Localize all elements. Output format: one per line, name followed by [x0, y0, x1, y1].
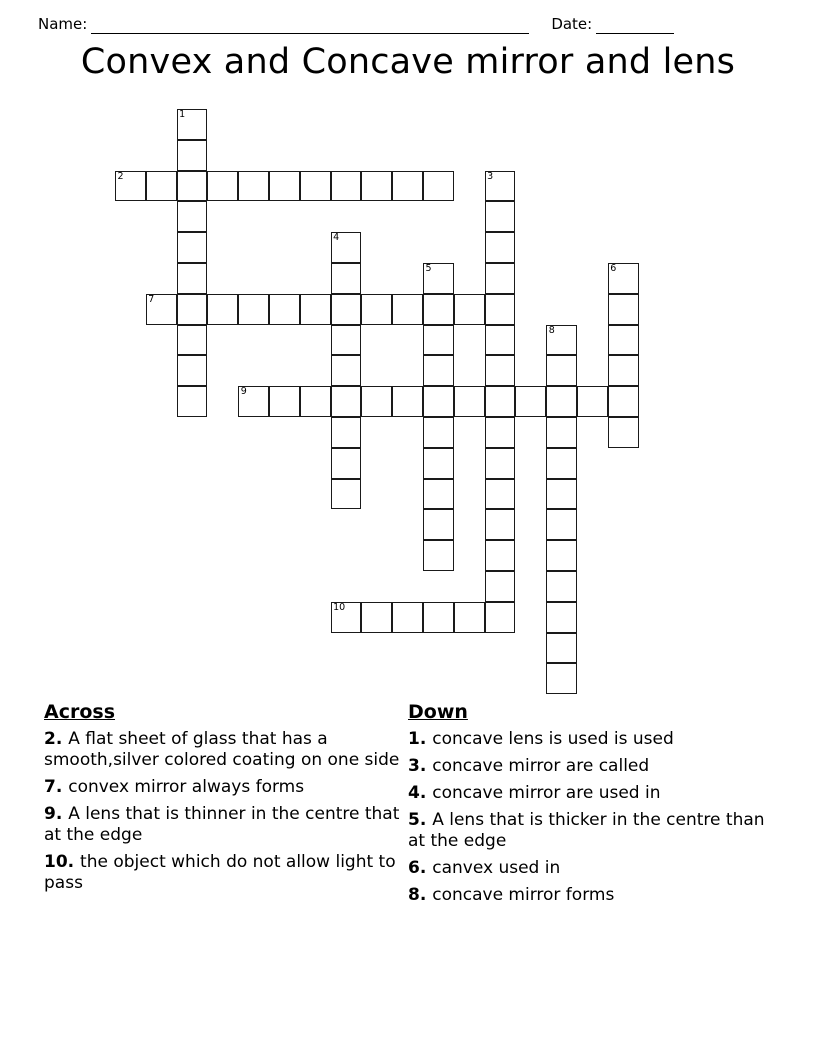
clue-text: concave mirror are used in — [432, 783, 661, 803]
clue-text: the object which do not allow light to pass — [44, 852, 396, 893]
cell-number: 7 — [148, 293, 155, 305]
clue-number: 9. — [44, 804, 69, 824]
crossword-cell[interactable] — [177, 171, 208, 202]
crossword-cell[interactable] — [177, 263, 208, 294]
clue-item — [44, 852, 408, 894]
crossword-cell[interactable] — [177, 355, 208, 386]
crossword-cell[interactable] — [546, 602, 577, 633]
crossword-cell[interactable] — [423, 263, 454, 294]
crossword-cell[interactable] — [546, 479, 577, 510]
crossword-cell[interactable] — [608, 263, 639, 294]
crossword-cell[interactable] — [485, 201, 516, 232]
crossword-cell[interactable] — [238, 294, 269, 325]
crossword-cell[interactable] — [423, 448, 454, 479]
cell-number: 4 — [333, 232, 340, 244]
down-clue-column — [408, 700, 772, 912]
cell-number: 6 — [610, 263, 617, 274]
crossword-cell[interactable] — [146, 294, 177, 325]
clue-number: 4. — [408, 783, 433, 803]
crossword-cell[interactable] — [423, 509, 454, 540]
crossword-cell[interactable] — [485, 232, 516, 263]
crossword-cell[interactable] — [423, 479, 454, 510]
clue-item — [408, 756, 772, 777]
crossword-cell[interactable] — [485, 325, 516, 356]
crossword-cell[interactable] — [331, 294, 362, 325]
crossword-cell[interactable] — [238, 386, 269, 417]
crossword-cell[interactable] — [331, 386, 362, 417]
clue-item — [408, 885, 772, 906]
crossword-cell[interactable] — [115, 171, 146, 202]
name-label: Name: — [38, 15, 88, 33]
clue-text: concave mirror are called — [432, 756, 650, 776]
crossword-cell[interactable] — [485, 571, 516, 602]
crossword-cell[interactable] — [423, 602, 454, 633]
crossword-cell[interactable] — [331, 325, 362, 356]
crossword-cell[interactable] — [485, 417, 516, 448]
crossword-cell[interactable] — [423, 325, 454, 356]
across-heading: Across — [44, 701, 116, 723]
crossword-cell[interactable] — [392, 171, 423, 202]
crossword-cell[interactable] — [269, 294, 300, 325]
crossword-cell[interactable] — [485, 509, 516, 540]
crossword-cell[interactable] — [361, 602, 392, 633]
crossword-cell[interactable] — [177, 232, 208, 263]
crossword-cell[interactable] — [392, 386, 423, 417]
crossword-cell[interactable] — [546, 571, 577, 602]
crossword-cell[interactable] — [423, 355, 454, 386]
crossword-cell[interactable] — [454, 602, 485, 633]
crossword-cell[interactable] — [331, 479, 362, 510]
crossword-cell[interactable] — [177, 140, 208, 171]
crossword-cell[interactable] — [238, 171, 269, 202]
crossword-cell[interactable] — [485, 294, 516, 325]
crossword-cell[interactable] — [331, 232, 362, 263]
clue-text: concave mirror forms — [432, 885, 615, 905]
clue-item — [408, 729, 772, 750]
crossword-cell[interactable] — [207, 294, 238, 325]
cell-number: 10 — [333, 601, 346, 613]
crossword-cell[interactable] — [331, 602, 362, 633]
cell-number: 2 — [117, 170, 124, 182]
clue-number: 10. — [44, 852, 81, 872]
crossword-cell[interactable] — [177, 386, 208, 417]
crossword-cell[interactable] — [300, 294, 331, 325]
crossword-cell[interactable] — [546, 540, 577, 571]
crossword-cell[interactable] — [331, 355, 362, 386]
clue-item — [44, 777, 408, 798]
crossword-cell[interactable] — [485, 602, 516, 633]
crossword-cell[interactable] — [546, 663, 577, 694]
date-label: Date: — [551, 15, 593, 33]
clue-item — [44, 804, 408, 846]
crossword-cell[interactable] — [177, 294, 208, 325]
page-title: Convex and Concave mirror and lens — [80, 42, 736, 82]
clue-item — [44, 729, 408, 771]
clue-number: 7. — [44, 777, 69, 797]
crossword-cell[interactable] — [608, 417, 639, 448]
clues-section — [0, 700, 816, 912]
crossword-cell[interactable] — [269, 171, 300, 202]
cell-number: 3 — [487, 170, 494, 182]
crossword-cell[interactable] — [485, 171, 516, 202]
crossword-cell[interactable] — [546, 509, 577, 540]
crossword-cell[interactable] — [454, 294, 485, 325]
cell-number: 1 — [179, 109, 186, 120]
crossword-cell[interactable] — [177, 201, 208, 232]
clue-item — [408, 783, 772, 804]
crossword-cell[interactable] — [485, 355, 516, 386]
crossword-cell[interactable] — [331, 448, 362, 479]
crossword-cell[interactable] — [331, 417, 362, 448]
cell-number: 9 — [240, 386, 247, 398]
crossword-cell[interactable] — [608, 294, 639, 325]
crossword-cell[interactable] — [361, 294, 392, 325]
crossword-cell[interactable] — [331, 263, 362, 294]
crossword-cell[interactable] — [331, 171, 362, 202]
clue-text: A lens that is thinner in the centre that at the edge — [44, 804, 400, 845]
crossword-cell[interactable] — [515, 386, 546, 417]
crossword-cell[interactable] — [146, 171, 177, 202]
clue-number: 1. — [408, 729, 433, 749]
clue-number: 2. — [44, 729, 69, 749]
crossword-cell[interactable] — [577, 386, 608, 417]
clue-item — [408, 810, 772, 852]
crossword-cell[interactable] — [485, 386, 516, 417]
crossword-cell[interactable] — [546, 386, 577, 417]
crossword-cell[interactable] — [546, 355, 577, 386]
crossword-cell[interactable] — [269, 386, 300, 417]
clue-number: 6. — [408, 858, 433, 878]
crossword-cell[interactable] — [454, 386, 485, 417]
crossword-cell[interactable] — [361, 171, 392, 202]
crossword-cell[interactable] — [423, 540, 454, 571]
clue-text: convex mirror always forms — [68, 777, 305, 797]
crossword-cell[interactable] — [608, 325, 639, 356]
down-heading: Down — [408, 701, 468, 723]
crossword-cell[interactable] — [207, 171, 238, 202]
crossword-cell[interactable] — [485, 479, 516, 510]
cell-number: 5 — [425, 263, 432, 274]
across-clue-column — [44, 700, 408, 912]
crossword-cell[interactable] — [546, 325, 577, 356]
crossword-cell[interactable] — [485, 263, 516, 294]
crossword-cell[interactable] — [423, 417, 454, 448]
cell-number: 8 — [548, 324, 555, 336]
crossword-cell[interactable] — [546, 633, 577, 664]
crossword-cell[interactable] — [608, 386, 639, 417]
crossword-cell[interactable] — [300, 386, 331, 417]
crossword-cell[interactable] — [177, 325, 208, 356]
clue-number: 8. — [408, 885, 433, 905]
crossword-cell[interactable] — [546, 417, 577, 448]
down-clue-list — [408, 729, 772, 906]
clue-text: concave lens is used is used — [432, 729, 674, 749]
clue-text: canvex used in — [432, 858, 561, 878]
crossword-cell[interactable] — [177, 109, 208, 140]
clue-number: 5. — [408, 810, 433, 830]
crossword-cell[interactable] — [392, 602, 423, 633]
crossword-cell[interactable] — [608, 355, 639, 386]
clue-text: A flat sheet of glass that has a smooth,silver colored coating on one side — [44, 729, 400, 770]
crossword-cell[interactable] — [423, 294, 454, 325]
crossword-cell[interactable] — [392, 294, 423, 325]
clue-item — [408, 858, 772, 879]
across-clue-list — [44, 729, 408, 894]
crossword-cell[interactable] — [546, 448, 577, 479]
crossword-cell[interactable] — [300, 171, 331, 202]
crossword-cell[interactable] — [361, 386, 392, 417]
crossword-cell[interactable] — [485, 540, 516, 571]
crossword-cell[interactable] — [423, 171, 454, 202]
crossword-cell[interactable] — [485, 448, 516, 479]
clue-text: A lens that is thicker in the centre than at the edge — [408, 810, 765, 851]
crossword-cell[interactable] — [423, 386, 454, 417]
clue-number: 3. — [408, 756, 433, 776]
